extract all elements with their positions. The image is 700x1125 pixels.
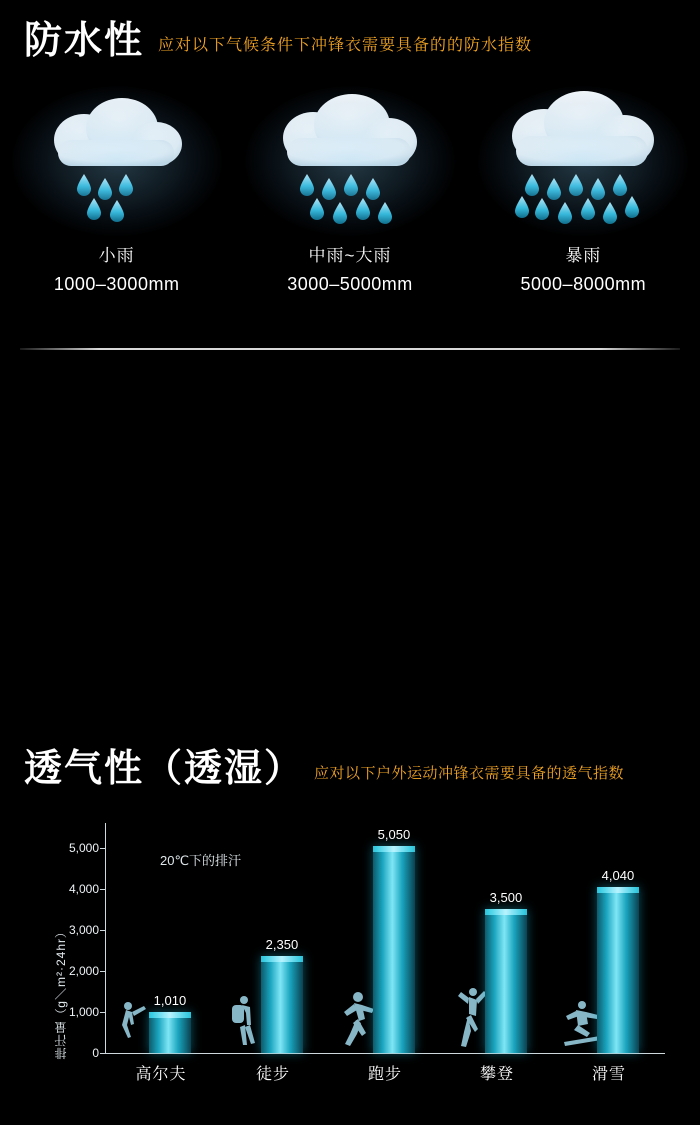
chart-bars	[105, 823, 665, 1053]
rain-item-medium	[233, 88, 466, 295]
rain-value: 3000–5000mm	[287, 274, 413, 294]
rain-value: 1000–3000mm	[53, 274, 180, 294]
chart-bar-group	[441, 823, 553, 1053]
chart-y-tick-label: 4,000	[68, 881, 99, 896]
storm-rain-cloud-icon	[488, 88, 678, 233]
chart-x-tick-label: 高尔夫	[135, 1066, 187, 1083]
waterproof-section	[0, 0, 700, 355]
chart-bar-value: 3,500	[489, 890, 523, 906]
breathability-bar-chart	[0, 805, 700, 1125]
rain-label: 暴雨	[565, 246, 602, 265]
chart-y-tick-label: 5,000	[68, 840, 99, 855]
rain-label: 中雨~大雨	[308, 246, 392, 265]
chart-x-axis	[105, 1053, 665, 1054]
chart-ylabel: 排汗量（g／m²·24hr）	[54, 925, 68, 1060]
chart-y-tick-mark	[100, 1053, 105, 1054]
breathability-header	[24, 750, 624, 788]
chart-bar-group	[105, 823, 217, 1053]
chart-x-labels	[105, 1061, 665, 1084]
chart-bar-group	[217, 823, 329, 1053]
chart-y-tick-label: 1,000	[68, 1004, 99, 1019]
chart-bar	[149, 1012, 191, 1053]
waterproof-subtitle: 应对以下气候条件下冲锋衣需要具备的的防水指数	[158, 37, 533, 54]
chart-y-tick-label: 0	[92, 1046, 99, 1060]
chart-x-tick-label: 攀登	[479, 1066, 514, 1083]
chart-x-tick-label: 跑步	[367, 1066, 402, 1083]
chart-bar	[485, 909, 527, 1053]
chart-bar	[261, 956, 303, 1053]
chart-bar-value: 5,050	[377, 826, 411, 842]
chart-x-tick-label: 徒步	[255, 1066, 290, 1083]
light-rain-cloud-icon	[22, 88, 212, 233]
rain-item-storm	[467, 88, 700, 295]
chart-bar	[373, 846, 415, 1053]
chart-bar	[597, 887, 639, 1053]
section-divider	[20, 348, 680, 350]
breathability-title: 透气性（透湿）	[24, 748, 305, 790]
chart-y-tick-label: 2,000	[68, 963, 99, 978]
chart-note: 20℃下的排汗	[160, 853, 242, 868]
cloud-glow	[245, 86, 455, 236]
rain-label: 小雨	[98, 246, 135, 265]
waterproof-header	[24, 22, 532, 60]
chart-bar-value: 4,040	[601, 868, 635, 884]
chart-bar-value: 2,350	[265, 937, 299, 953]
cloud-glow	[478, 86, 688, 236]
rain-icon-row	[0, 88, 700, 295]
cloud-glow	[12, 86, 222, 236]
chart-bar-group	[329, 823, 441, 1053]
breathability-subtitle: 应对以下户外运动冲锋衣需要具备的透气指数	[314, 765, 625, 782]
waterproof-title: 防水性	[24, 20, 145, 62]
chart-bar-value: 1,010	[153, 992, 187, 1008]
rain-value: 5000–8000mm	[520, 274, 647, 294]
rain-item-light	[0, 88, 233, 295]
chart-x-tick-label: 滑雪	[591, 1066, 626, 1083]
chart-bar-group	[553, 823, 665, 1053]
medium-heavy-rain-cloud-icon	[255, 88, 445, 233]
chart-y-tick-label: 3,000	[68, 922, 99, 937]
chart-plot-area	[68, 823, 665, 1060]
